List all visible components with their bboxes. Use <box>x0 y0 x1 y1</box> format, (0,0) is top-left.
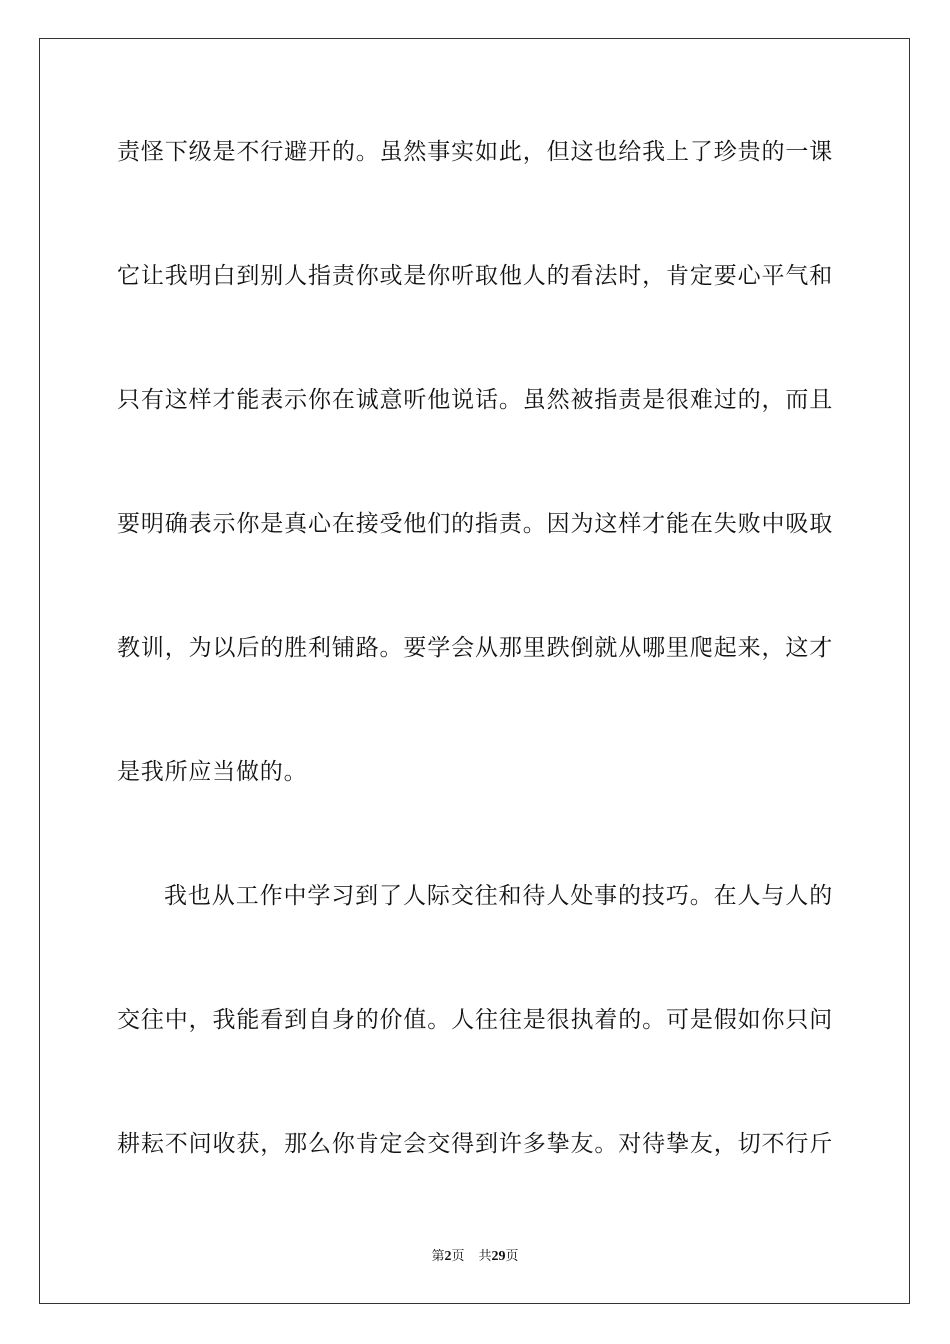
text-line-4: 要明确表示你是真心在接受他们的指责。因为这样才能在失败中吸取 <box>117 511 833 537</box>
page-number: 2 <box>444 1249 452 1264</box>
total-prefix: 共 <box>478 1249 492 1264</box>
text-line-1: 责怪下级是不行避开的。虽然事实如此，但这也给我上了珍贵的一课 <box>117 139 833 165</box>
text-line-6: 是我所应当做的。 <box>117 759 308 785</box>
total-pages: 29 <box>491 1249 506 1264</box>
page-suffix: 页 <box>451 1249 465 1264</box>
page-border <box>39 38 910 1304</box>
text-line-8: 交往中，我能看到自身的价值。人往往是很执着的。可是假如你只问 <box>117 1007 833 1033</box>
total-suffix: 页 <box>505 1249 519 1264</box>
paragraph-start-line: 我也从工作中学习到了人际交往和待人处事的技巧。在人与人的 <box>164 883 833 909</box>
page-prefix: 第 <box>431 1249 445 1264</box>
text-line-9: 耕耘不问收获，那么你肯定会交得到许多挚友。对待挚友，切不行斤 <box>117 1131 833 1157</box>
page-footer <box>0 1248 950 1266</box>
text-line-2: 它让我明白到别人指责你或是你听取他人的看法时，肯定要心平气和 <box>117 263 833 289</box>
text-line-5: 教训，为以后的胜利铺路。要学会从那里跌倒就从哪里爬起来，这才 <box>117 635 833 661</box>
text-line-3: 只有这样才能表示你在诚意听他说话。虽然被指责是很难过的，而且 <box>117 387 833 413</box>
